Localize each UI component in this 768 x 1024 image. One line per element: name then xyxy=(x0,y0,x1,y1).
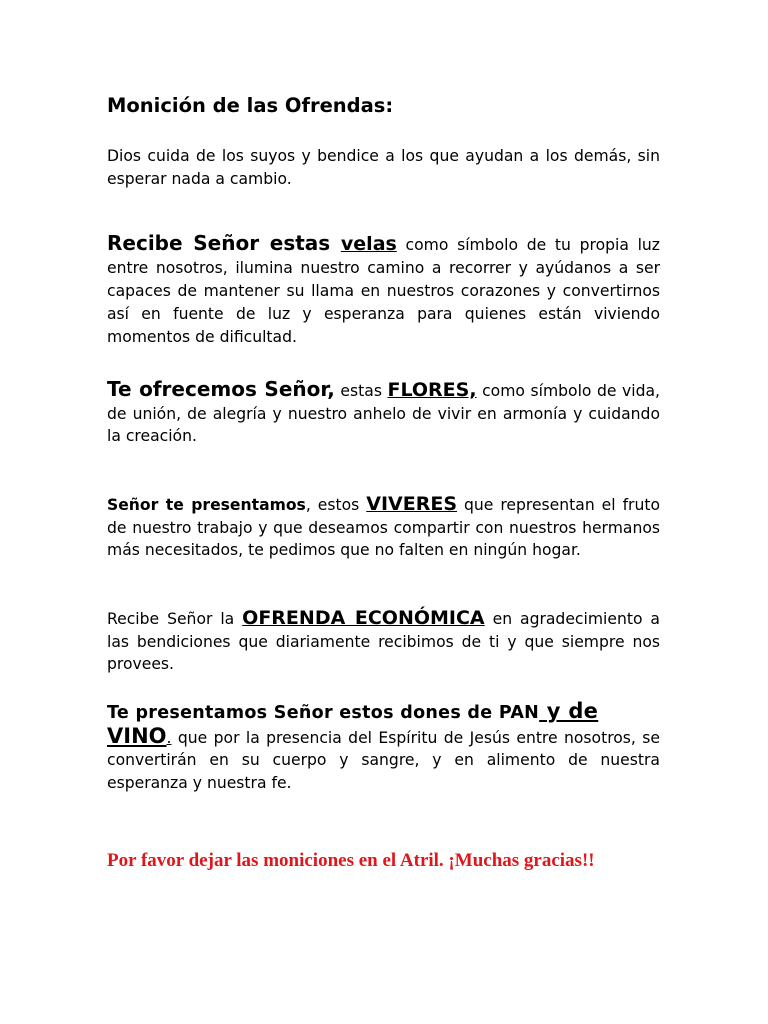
viveres-paragraph xyxy=(107,493,660,562)
flores-lead: Te ofrecemos Señor, xyxy=(107,377,335,401)
viveres-keyword: VIVERES xyxy=(366,493,458,515)
flores-pre: estas xyxy=(334,382,388,400)
flores-paragraph xyxy=(107,378,660,448)
footer-note: Por favor dejar las moniciones en el Atril. ¡Muchas gracias!! xyxy=(107,850,595,871)
viveres-pre: , estos xyxy=(305,496,367,514)
intro-paragraph: Dios cuida de los suyos y bendice a los que ayudan a los demás, sin esperar nada a cambio. xyxy=(107,147,660,188)
pan-vino-text: que por la presencia del Espíritu de Jesús entre nosotros, se convertirán en su cuerpo y sangre, y en alimento de nuestra esperanza y nuestra fe. xyxy=(107,728,660,792)
velas-paragraph xyxy=(107,232,660,349)
pan-vino-lead-line xyxy=(107,699,599,723)
pan-vino-paragraph xyxy=(107,700,660,794)
viveres-text: que representan el fruto de nuestro trabajo y que deseamos compartir con nuestros hermanos más necesitados, te pedimos que no falten en ningún hogar. xyxy=(107,496,661,559)
ofrenda-keyword: OFRENDA ECONÓMICA xyxy=(242,607,485,629)
pan-vino-lead: Te presentamos Señor estos dones de PAN xyxy=(107,703,540,723)
velas-lead: Recibe Señor estas xyxy=(107,231,341,255)
pan-vino-y-de: y de xyxy=(539,699,599,723)
pan-vino-dot: . xyxy=(166,728,172,747)
document-title: Monición de las Ofrendas: xyxy=(107,94,394,117)
flores-text: como símbolo de vida, de unión, de alegría y nuestro anhelo de vivir en armonía y cuidando la creación. xyxy=(107,382,660,445)
velas-keyword: velas xyxy=(340,233,397,255)
flores-keyword: FLORES, xyxy=(387,379,477,401)
viveres-lead: Señor te presentamos xyxy=(107,496,306,514)
ofrenda-text: en agradecimiento a las bendiciones que diariamente recibimos de ti y que siempre nos provees. xyxy=(107,610,660,673)
pan-vino-keyword: VINO xyxy=(107,723,167,748)
velas-text: como símbolo de tu propia luz entre nosotros, ilumina nuestro camino a recorrer y ayúdanos a ser capaces de mantener su llama en nuestros corazones y convertirnos así en fuente de luz y esperanza para quienes están viviendo momentos de dificultad. xyxy=(107,236,660,346)
ofrenda-paragraph xyxy=(107,607,660,676)
ofrenda-lead: Recibe Señor la xyxy=(107,610,243,628)
